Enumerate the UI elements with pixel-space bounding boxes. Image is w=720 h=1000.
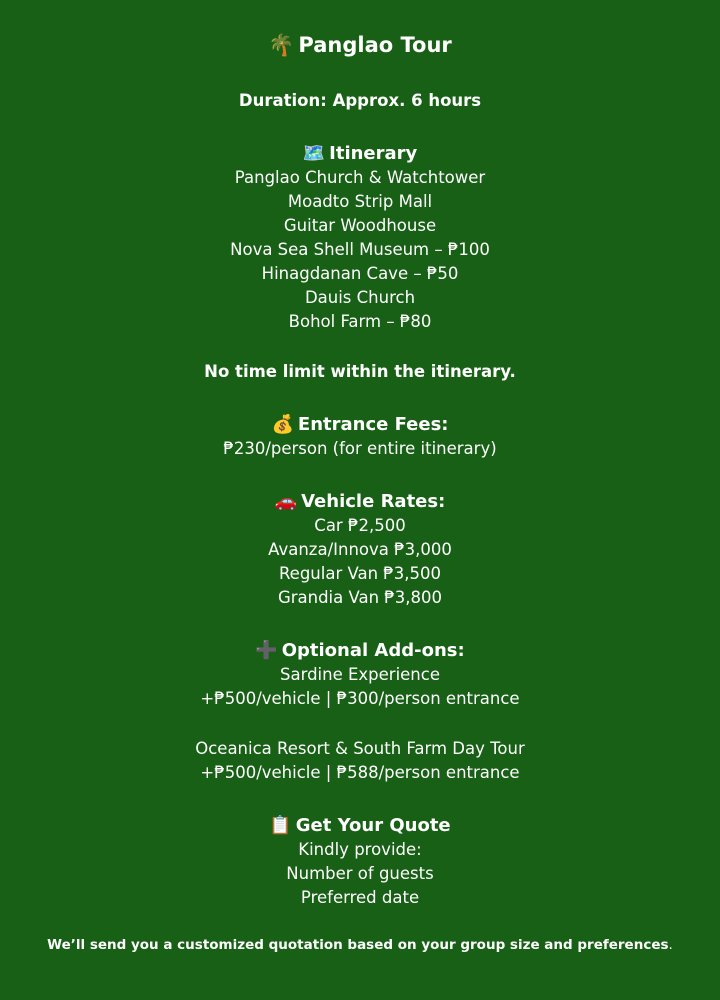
- vehicle-rates-heading: 🚗 Vehicle Rates:: [274, 491, 446, 512]
- itinerary-item: Panglao Church & Watchtower: [234, 168, 486, 187]
- quote-section: [0, 814, 720, 910]
- itinerary-item: Guitar Woodhouse: [283, 216, 437, 235]
- itinerary-item: Hinagdanan Cave – ₱50: [261, 264, 459, 283]
- itinerary-item: Moadto Strip Mall: [287, 192, 433, 211]
- vehicle-rates-section: [0, 490, 720, 610]
- palm-tree-icon: 🌴: [268, 33, 295, 57]
- vehicle-rate: Avanza/Innova ₱3,000: [268, 540, 452, 559]
- entrance-fees-heading: 💰 Entrance Fees:: [271, 414, 449, 435]
- itinerary-heading: 🗺️ Itinerary: [302, 143, 418, 164]
- quote-line: Number of guests: [286, 864, 434, 883]
- itinerary-item: Dauis Church: [304, 288, 416, 307]
- footer-note: We’ll send you a customized quotation based on your group size and preferences.: [47, 937, 673, 953]
- addons-section: [0, 639, 720, 785]
- addon-name: Oceanica Resort & South Farm Day Tour: [195, 739, 525, 758]
- plus-icon: ➕: [255, 640, 278, 661]
- page-title: [0, 30, 720, 60]
- vehicle-rate: Regular Van ₱3,500: [278, 564, 442, 583]
- entrance-fees-section: [0, 413, 720, 461]
- addons-heading: ➕ Optional Add-ons:: [255, 640, 465, 661]
- time-limit-note: No time limit within the itinerary.: [204, 362, 516, 381]
- itinerary-section: [0, 142, 720, 334]
- itinerary-item: Nova Sea Shell Museum – ₱100: [230, 240, 490, 259]
- quote-line: Kindly provide:: [298, 840, 422, 859]
- itinerary-item: Bohol Farm – ₱80: [288, 312, 432, 331]
- quote-heading: 📋 Get Your Quote: [269, 815, 451, 836]
- vehicle-rate: Car ₱2,500: [314, 516, 406, 535]
- duration-text: Duration: Approx. 6 hours: [238, 91, 482, 110]
- page-title-text: Panglao Tour: [298, 33, 452, 57]
- quote-line: Preferred date: [300, 888, 420, 907]
- vehicle-rate: Grandia Van ₱3,800: [277, 588, 443, 607]
- addon-price: +₱500/vehicle | ₱588/person entrance: [200, 763, 520, 782]
- addon-name: Sardine Experience: [279, 665, 440, 684]
- clipboard-icon: 📋: [269, 815, 292, 836]
- addon-price: +₱500/vehicle | ₱300/person entrance: [200, 689, 520, 708]
- car-icon: 🚗: [274, 491, 298, 512]
- map-icon: 🗺️: [302, 143, 326, 164]
- entrance-fee-text: ₱230/person (for entire itinerary): [223, 439, 497, 458]
- money-bag-icon: 💰: [271, 414, 294, 435]
